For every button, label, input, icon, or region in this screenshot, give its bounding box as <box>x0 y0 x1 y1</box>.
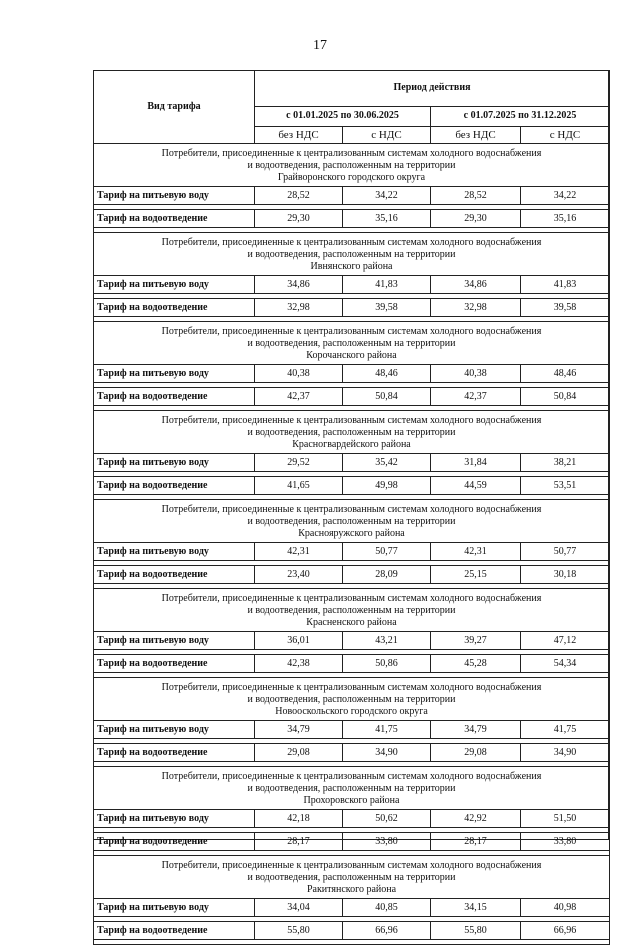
tariff-label: Тариф на водоотведение <box>94 833 255 851</box>
row-spacer-cell <box>94 940 610 945</box>
group-area-name: Ивнянского района <box>310 261 393 272</box>
tariff-value: 66,96 <box>521 922 610 940</box>
tariff-value: 48,46 <box>343 365 431 383</box>
table-row <box>94 543 610 561</box>
tariff-label: Тариф на питьевую воду <box>94 632 255 650</box>
tariff-value: 34,04 <box>255 899 343 917</box>
group-row <box>94 589 610 632</box>
table-row <box>94 744 610 762</box>
tariff-table <box>93 70 610 945</box>
tariff-label: Тариф на питьевую воду <box>94 721 255 739</box>
tariff-value: 29,52 <box>255 454 343 472</box>
table-row <box>94 632 610 650</box>
group-area-name: Прохоровского района <box>303 795 400 806</box>
group-title-line-2: и водоотведения, расположенным на территории <box>247 783 456 794</box>
tariff-value: 32,98 <box>431 299 521 317</box>
group-row <box>94 500 610 543</box>
tariff-value: 40,98 <box>521 899 610 917</box>
table-row <box>94 276 610 294</box>
tariff-value: 66,96 <box>343 922 431 940</box>
tariff-value: 41,75 <box>521 721 610 739</box>
group-title-line-1: Потребители, присоединенные к централизованным системам холодного водоснабжения <box>161 682 542 693</box>
tariff-label: Тариф на водоотведение <box>94 210 255 228</box>
group-title <box>94 233 610 276</box>
table-row <box>94 454 610 472</box>
period-1-with-vat-header: с НДС <box>343 126 431 143</box>
tariff-value: 28,52 <box>255 187 343 205</box>
tariff-value: 42,31 <box>255 543 343 561</box>
tariff-value: 41,75 <box>343 721 431 739</box>
tariff-value: 51,50 <box>521 810 610 828</box>
group-title-line-1: Потребители, присоединенные к централизованным системам холодного водоснабжения <box>161 504 542 515</box>
table-row <box>94 388 610 406</box>
period-2-with-vat-header: с НДС <box>521 126 610 143</box>
tariff-label: Тариф на водоотведение <box>94 566 255 584</box>
table-row <box>94 566 610 584</box>
tariff-value: 28,17 <box>431 833 521 851</box>
group-title-line-1: Потребители, присоединенные к централизованным системам холодного водоснабжения <box>161 771 542 782</box>
tariff-value: 32,98 <box>255 299 343 317</box>
group-title-line-2: и водоотведения, расположенным на территории <box>247 427 456 438</box>
tariff-value: 28,52 <box>431 187 521 205</box>
tariff-value: 34,22 <box>521 187 610 205</box>
tariff-value: 44,59 <box>431 477 521 495</box>
tariff-value: 29,30 <box>255 210 343 228</box>
period-2-without-vat-header: без НДС <box>431 126 521 143</box>
tariff-value: 30,18 <box>521 566 610 584</box>
tariff-value: 40,38 <box>255 365 343 383</box>
tariff-value: 31,84 <box>431 454 521 472</box>
tariff-label: Тариф на питьевую воду <box>94 454 255 472</box>
tariff-value: 47,12 <box>521 632 610 650</box>
tariff-value: 29,08 <box>431 744 521 762</box>
group-title <box>94 767 610 810</box>
tariff-value: 41,65 <box>255 477 343 495</box>
tariff-value: 50,84 <box>343 388 431 406</box>
tariff-value: 39,58 <box>343 299 431 317</box>
tariff-value: 33,80 <box>343 833 431 851</box>
page-number: 17 <box>313 38 327 53</box>
group-area-name: Краснояружского района <box>298 528 405 539</box>
table-row <box>94 810 610 828</box>
group-title-line-1: Потребители, присоединенные к централизованным системам холодного водоснабжения <box>161 237 542 248</box>
tariff-value: 43,21 <box>343 632 431 650</box>
tariff-value: 42,18 <box>255 810 343 828</box>
tariff-value: 38,21 <box>521 454 610 472</box>
tariff-value: 42,31 <box>431 543 521 561</box>
tariff-value: 34,86 <box>431 276 521 294</box>
group-title-line-1: Потребители, присоединенные к централизованным системам холодного водоснабжения <box>161 860 542 871</box>
table-row <box>94 833 610 851</box>
tariff-value: 41,83 <box>343 276 431 294</box>
tariff-label: Тариф на водоотведение <box>94 744 255 762</box>
tariff-value: 35,16 <box>343 210 431 228</box>
group-area-name: Ракитянского района <box>306 884 397 895</box>
group-title-line-1: Потребители, присоединенные к централизованным системам холодного водоснабжения <box>161 593 542 604</box>
group-area-name: Корочанского района <box>306 350 397 361</box>
table-row <box>94 655 610 673</box>
tariff-label: Тариф на водоотведение <box>94 299 255 317</box>
group-title <box>94 856 610 899</box>
tariff-value: 42,92 <box>431 810 521 828</box>
group-title-line-1: Потребители, присоединенные к централизованным системам холодного водоснабжения <box>161 148 542 159</box>
tariff-label: Тариф на питьевую воду <box>94 276 255 294</box>
group-area-name: Красногвардейского района <box>292 439 411 450</box>
tariff-label: Тариф на питьевую воду <box>94 899 255 917</box>
period-2-header: с 01.07.2025 по 31.12.2025 <box>431 106 610 126</box>
tariff-value: 49,98 <box>343 477 431 495</box>
tariff-label: Тариф на водоотведение <box>94 655 255 673</box>
tariff-value: 36,01 <box>255 632 343 650</box>
group-area-name: Грайворонского городского округа <box>277 172 426 183</box>
group-title <box>94 589 610 632</box>
table-row <box>94 210 610 228</box>
table-row <box>94 899 610 917</box>
group-row <box>94 411 610 454</box>
tariff-value: 35,16 <box>521 210 610 228</box>
tariff-value: 42,37 <box>255 388 343 406</box>
row-spacer <box>94 940 610 945</box>
group-title <box>94 144 610 187</box>
group-title <box>94 411 610 454</box>
group-title-line-2: и водоотведения, расположенным на территории <box>247 249 456 260</box>
tariff-value: 42,38 <box>255 655 343 673</box>
tariff-label: Тариф на водоотведение <box>94 477 255 495</box>
tariff-value: 41,83 <box>521 276 610 294</box>
period-1-header: с 01.01.2025 по 30.06.2025 <box>255 106 431 126</box>
tariff-value: 34,15 <box>431 899 521 917</box>
tariff-type-header: Вид тарифа <box>94 71 255 144</box>
period-1-without-vat-header: без НДС <box>255 126 343 143</box>
group-area-name: Новооскольского городского округа <box>275 706 428 717</box>
tariff-value: 40,85 <box>343 899 431 917</box>
tariff-value: 33,80 <box>521 833 610 851</box>
tariff-value: 50,84 <box>521 388 610 406</box>
tariff-value: 34,79 <box>431 721 521 739</box>
tariff-value: 34,22 <box>343 187 431 205</box>
tariff-label: Тариф на питьевую воду <box>94 187 255 205</box>
tariff-value: 39,27 <box>431 632 521 650</box>
group-row <box>94 144 610 187</box>
group-title-line-2: и водоотведения, расположенным на территории <box>247 338 456 349</box>
group-row <box>94 856 610 899</box>
table-row <box>94 721 610 739</box>
table-row <box>94 365 610 383</box>
tariff-value: 42,37 <box>431 388 521 406</box>
tariff-body <box>94 144 610 945</box>
tariff-value: 34,86 <box>255 276 343 294</box>
tariff-label: Тариф на водоотведение <box>94 922 255 940</box>
group-title-line-1: Потребители, присоединенные к централизованным системам холодного водоснабжения <box>161 415 542 426</box>
group-row <box>94 767 610 810</box>
group-title <box>94 322 610 365</box>
tariff-value: 39,58 <box>521 299 610 317</box>
group-title-line-2: и водоотведения, расположенным на территории <box>247 694 456 705</box>
tariff-value: 50,77 <box>521 543 610 561</box>
tariff-value: 25,15 <box>431 566 521 584</box>
tariff-value: 29,08 <box>255 744 343 762</box>
tariff-value: 55,80 <box>431 922 521 940</box>
table-row <box>94 187 610 205</box>
tariff-label: Тариф на водоотведение <box>94 388 255 406</box>
group-title <box>94 500 610 543</box>
tariff-value: 50,86 <box>343 655 431 673</box>
group-row <box>94 233 610 276</box>
tariff-value: 35,42 <box>343 454 431 472</box>
tariff-value: 50,77 <box>343 543 431 561</box>
table-row <box>94 299 610 317</box>
group-title-line-1: Потребители, присоединенные к централизованным системам холодного водоснабжения <box>161 326 542 337</box>
group-title-line-2: и водоотведения, расположенным на территории <box>247 160 456 171</box>
group-row <box>94 322 610 365</box>
tariff-value: 54,34 <box>521 655 610 673</box>
tariff-label: Тариф на питьевую воду <box>94 543 255 561</box>
tariff-value: 53,51 <box>521 477 610 495</box>
group-title-line-2: и водоотведения, расположенным на территории <box>247 605 456 616</box>
tariff-value: 50,62 <box>343 810 431 828</box>
tariff-value: 28,09 <box>343 566 431 584</box>
table-row <box>94 477 610 495</box>
period-header: Период действия <box>255 71 610 107</box>
tariff-value: 29,30 <box>431 210 521 228</box>
tariff-value: 23,40 <box>255 566 343 584</box>
tariff-label: Тариф на питьевую воду <box>94 365 255 383</box>
tariff-label: Тариф на питьевую воду <box>94 810 255 828</box>
table-row <box>94 922 610 940</box>
tariff-value: 34,79 <box>255 721 343 739</box>
group-row <box>94 678 610 721</box>
tariff-value: 34,90 <box>343 744 431 762</box>
tariff-value: 55,80 <box>255 922 343 940</box>
group-title <box>94 678 610 721</box>
group-area-name: Красненского района <box>306 617 397 628</box>
tariff-value: 48,46 <box>521 365 610 383</box>
tariff-value: 28,17 <box>255 833 343 851</box>
tariff-value: 40,38 <box>431 365 521 383</box>
tariff-value: 34,90 <box>521 744 610 762</box>
tariff-value: 45,28 <box>431 655 521 673</box>
group-title-line-2: и водоотведения, расположенным на территории <box>247 872 456 883</box>
group-title-line-2: и водоотведения, расположенным на территории <box>247 516 456 527</box>
